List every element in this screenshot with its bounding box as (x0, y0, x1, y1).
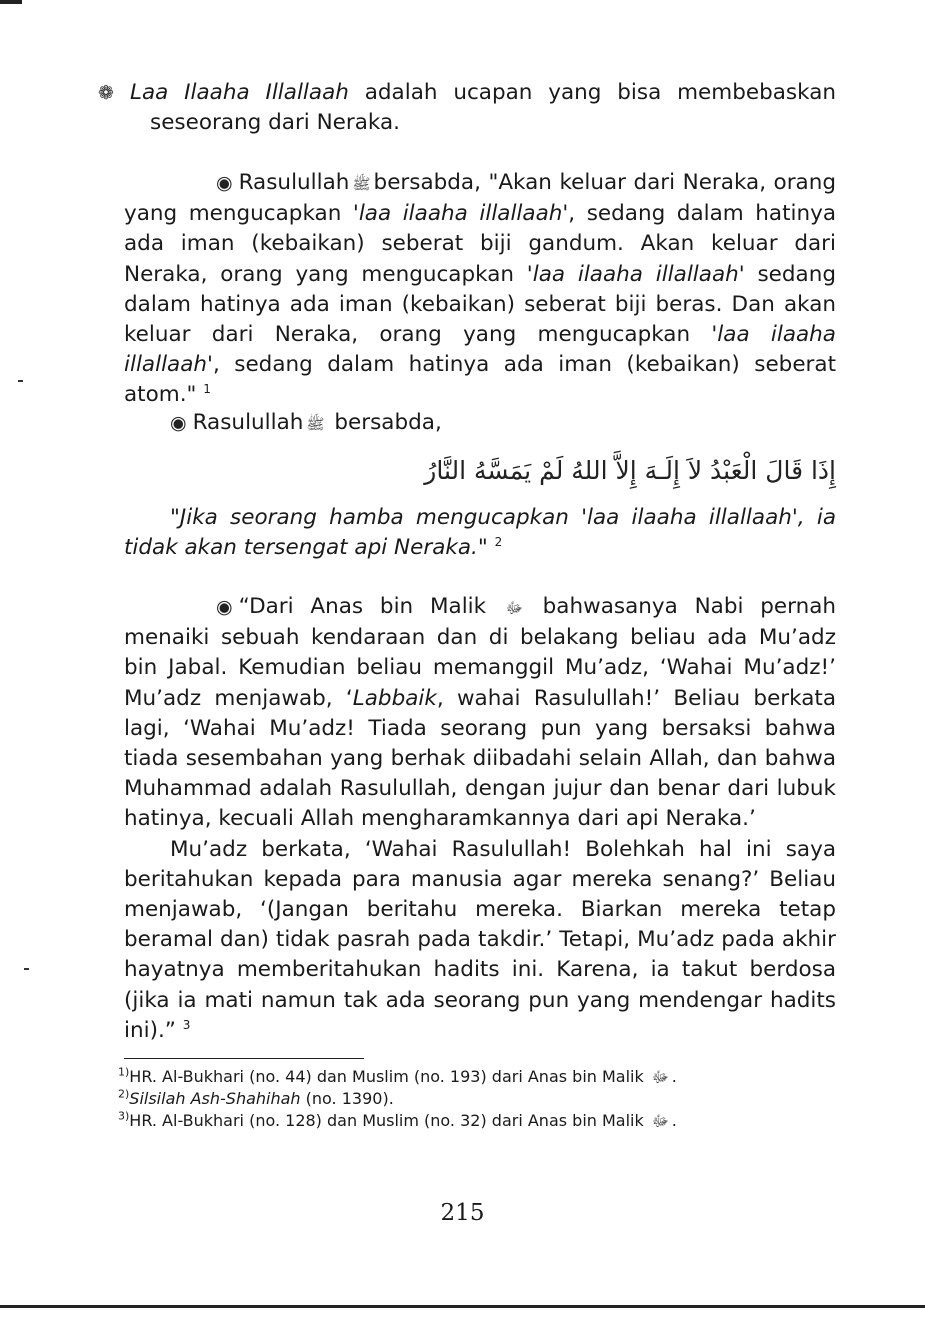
radiallahu-symbol-icon: ﷻ (651, 1068, 669, 1086)
footnote-ref-1: 1 (203, 382, 211, 397)
footnote-2: $^{2)}$Silsilah Ash-Shahihah (no. 1390). (118, 1087, 394, 1108)
footnote-3: $^{3)}$HR. Al-Bukhari (no. 128) dan Muslim (no. 32) dari Anas bin Malik ﷻ . (118, 1109, 677, 1130)
section-heading: ❁ Laa Ilaaha Illallaah adalah ucapan yang bisa membebaskan seseorang dari Neraka. (98, 80, 836, 136)
hadith-translation: "Jika seorang hamba mengucapkan 'laa ilaaha illallaah', ia tidak akan tersengat api Neraka." (124, 505, 836, 561)
radiallahu-symbol-icon: ﷻ (505, 599, 523, 617)
hadith-paragraph-3: ◉ “Dari Anas bin Malik ﷻ bahwasanya Nabi pernah menaiki sebuah kendaraan dan di belakang beliau ada Mu’adz bin Jabal. Kemudian beliau memanggil Mu’adz, ‘Wahai Mu’adz!’ Mu’adz menjawab, ‘Labbaik, wahai Rasulullah!’ Beliau berkata lagi, ‘Wahai Mu’adz! Tiada seorang pun yang bersaksi bahwa tiada sesembahan yang berhak diibadahi selain Allah, dan bahwa Muhammad adalah Rasulullah, dengan jujur dan benar dari lubuk hatinya, kecuali Allah mengharamkannya dari api Neraka.’ Mu’adz berkata, ‘Wahai Rasulullah! Bolehkah hal ini saya beritahukan kepada para manusia agar mereka senang?’ Beliau menjawab, ‘(Jangan beritahu mereka. Biarkan mereka tetap beramal dan) tidak pasrah pada takdir.’ Tetapi, Mu’adz pada akhir hayatnya memberitahukan hadits ini. Karena, ia takut berdosa (jika ia mati namun tak ada seorang pun yang mendengar hadits ini).” $^3$ (124, 594, 837, 1043)
scan-bottom-edge (0, 1305, 925, 1308)
salawat-symbol-icon: ﷺ (306, 415, 325, 433)
page-number: 215 (440, 1200, 485, 1226)
footnote-ref-3: 3 (182, 1017, 191, 1032)
hadith-paragraph-1: ◉ Rasulullah ﷺ bersabda, "Akan keluar dari Neraka, orang yang mengucapkan 'laa ilaaha illallaah', sedang dalam hatinya ada iman (kebaikan) seberat biji gandum. Akan keluar dari Neraka, orang yang mengucapkan 'laa ilaaha illallaah' sedang dalam hatinya ada iman (kebaikan) seberat biji beras. Dan akan keluar dari Neraka, orang yang mengucapkan 'laa ilaaha illallaah', sedang dalam hatinya ada iman (kebaikan) seberat atom." $^1$ (124, 170, 837, 408)
margin-speck (24, 968, 29, 970)
radiallahu-symbol-icon: ﷻ (651, 1112, 669, 1130)
hadith-ornament-icon: ◉ (170, 412, 187, 434)
footnote-divider (124, 1058, 364, 1059)
heading-text: adalah ucapan yang bisa membebaskan seseorang dari Neraka. (150, 80, 836, 136)
hadith-ornament-icon: ◉ (216, 172, 233, 194)
footnote-ref-2: 2 (494, 535, 503, 550)
scan-corner-mark (0, 0, 22, 4)
hadith-continuation: Mu’adz berkata, ‘Wahai Rasulullah! Bolehkah hal ini saya beritahukan kepada para manusia agar mereka senang?’ Beliau menjawab, ‘(Jangan beritahu mereka. Biarkan mereka tetap beramal dan) tidak pasrah pada takdir.’ Tetapi, Mu’adz pada akhir hayatnya memberitahukan hadits ini. Karena, ia takut berdosa (jika ia mati namun tak ada seorang pun yang mendengar hadits ini).” (124, 836, 836, 1043)
heading-term: Laa Ilaaha Illallaah (130, 80, 349, 105)
footnote-1: $^{1)}$HR. Al-Bukhari (no. 44) dan Muslim (no. 193) dari Anas bin Malik ﷻ . (118, 1065, 677, 1086)
arabic-hadith-text: إِذَا قَالَ الْعَبْدُ لاَ إِلَـهَ إِلاَّ اللهُ لَمْ يَمَسَّهُ النَّارُ (424, 456, 836, 486)
hadith-ornament-icon: ◉ (216, 596, 233, 618)
hadith-paragraph-2: ◉ Rasulullah ﷺ bersabda, إِذَا قَالَ الْعَبْدُ لاَ إِلَـهَ إِلاَّ اللهُ لَمْ يَمَسَّهُ النَّارُ "Jika seorang hamba mengucapkan 'laa ilaaha illallaah', ia tidak akan tersengat api Neraka." $^2$ (124, 410, 836, 561)
margin-speck (18, 380, 23, 382)
footnotes (118, 1066, 838, 1132)
salawat-symbol-icon: ﷺ (352, 175, 371, 193)
